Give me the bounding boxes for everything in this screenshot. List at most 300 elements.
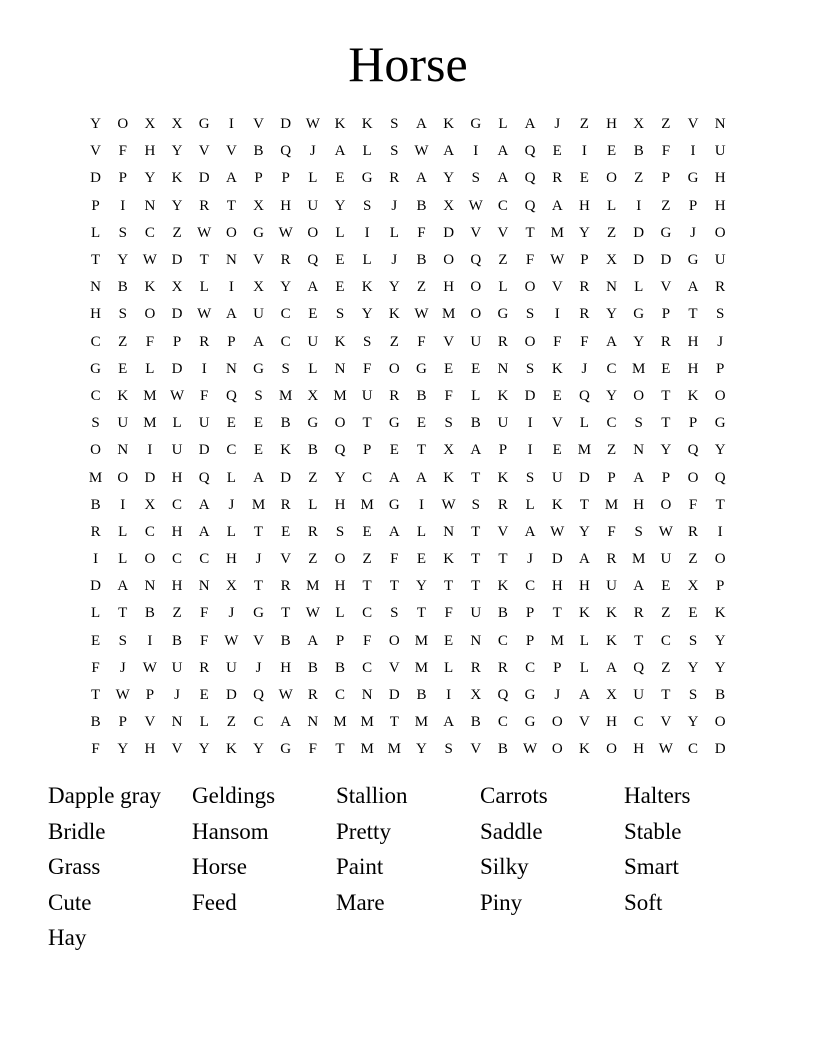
grid-letter: B [470, 714, 481, 731]
grid-letter: F [417, 224, 426, 241]
grid-letter: E [335, 279, 345, 296]
grid-letter: P [335, 632, 345, 649]
word-bank-item: Carrots [480, 783, 548, 808]
grid-letter: E [389, 442, 399, 459]
grid-letter: V [660, 714, 672, 731]
grid-letter: T [688, 306, 698, 323]
grid-letter: G [497, 306, 509, 323]
grid-letter: T [90, 252, 101, 269]
grid-letter: N [606, 279, 617, 296]
grid-letter: Y [606, 387, 617, 404]
grid-letter: Q [307, 252, 319, 269]
grid-letter: V [470, 224, 482, 241]
grid-letter: S [281, 360, 290, 377]
grid-letter: C [280, 333, 291, 350]
grid-letter: U [171, 442, 183, 459]
grid-letter: S [390, 116, 399, 133]
grid-letter: H [606, 714, 617, 731]
grid-letter: E [90, 632, 101, 649]
grid-row [82, 492, 734, 519]
grid-letter: P [607, 469, 616, 486]
grid-letter: H [90, 306, 101, 323]
grid-letter: M [306, 578, 320, 595]
grid-letter: F [200, 632, 209, 649]
grid-row [82, 709, 734, 736]
grid-letter: W [441, 496, 456, 513]
grid-letter: V [551, 279, 563, 296]
grid-letter: L [118, 523, 128, 540]
grid-letter: S [335, 523, 345, 540]
grid-letter: W [169, 387, 185, 404]
grid-letter: C [172, 496, 183, 513]
grid-letter: K [497, 469, 509, 486]
word-bank-item: Halters [624, 783, 691, 808]
word-bank-item: Pretty [336, 818, 391, 844]
word-bank-item: Grass [48, 854, 101, 880]
grid-letter: A [198, 523, 210, 540]
grid-letter: Y [687, 714, 699, 731]
grid-letter: C [606, 415, 617, 432]
grid-letter: H [280, 659, 292, 676]
grid-letter: U [253, 306, 264, 323]
grid-letter: I [418, 496, 424, 513]
grid-letter: K [225, 741, 237, 758]
grid-letter: W [550, 252, 565, 269]
grid-row [82, 274, 734, 301]
grid-letter: F [308, 741, 317, 758]
grid-letter: M [550, 632, 564, 649]
grid-letter: N [497, 360, 509, 377]
grid-letter: H [633, 496, 645, 513]
grid-letter: L [606, 197, 617, 214]
word-bank-item: Piny [480, 889, 523, 915]
grid-letter: O [225, 224, 237, 241]
grid-letter: Q [687, 442, 699, 459]
grid-letter: K [361, 279, 373, 296]
grid-letter: P [661, 306, 671, 323]
grid-letter: K [334, 116, 346, 133]
grid-letter: A [633, 469, 645, 486]
grid-letter: X [443, 442, 455, 459]
grid-letter: L [145, 360, 155, 377]
grid-letter: J [717, 333, 724, 350]
grid-letter: C [525, 578, 536, 595]
grid-letter: L [308, 170, 318, 187]
grid-letter: U [714, 252, 726, 269]
grid-letter: V [198, 143, 210, 160]
grid-letter: C [525, 659, 536, 676]
word-bank [48, 778, 768, 956]
grid-letter: T [362, 415, 372, 432]
grid-letter: P [688, 197, 698, 214]
grid-letter: V [388, 659, 400, 676]
grid-letter: X [144, 116, 156, 133]
grid-letter: Q [280, 143, 292, 160]
grid-letter: M [143, 415, 157, 432]
grid-letter: G [253, 360, 264, 377]
grid-letter: Z [606, 224, 617, 241]
grid-letter: C [633, 714, 644, 731]
grid-letter: E [253, 442, 264, 459]
grid-letter: U [497, 415, 509, 432]
grid-letter: L [579, 632, 589, 649]
grid-letter: G [714, 415, 726, 432]
grid-letter: T [552, 605, 562, 622]
grid-row [82, 437, 734, 464]
grid-letter: J [228, 605, 235, 622]
grid-letter: F [580, 333, 589, 350]
grid-letter: G [361, 170, 373, 187]
grid-letter: Y [714, 442, 726, 459]
grid-letter: D [578, 469, 590, 486]
grid-letter: K [578, 741, 590, 758]
grid-letter: W [278, 224, 293, 241]
grid-letter: W [658, 741, 673, 758]
grid-letter: M [632, 360, 646, 377]
grid-letter: I [527, 415, 533, 432]
grid-letter: D [280, 116, 292, 133]
grid-letter: T [579, 496, 589, 513]
grid-letter: R [307, 687, 318, 704]
grid-letter: U [198, 415, 210, 432]
grid-letter: C [226, 442, 237, 459]
grid-letter: E [579, 170, 589, 187]
grid-letter: E [661, 578, 671, 595]
grid-letter: D [714, 741, 726, 758]
grid-letter: B [416, 687, 427, 704]
grid-letter: Z [308, 551, 318, 568]
grid-letter: C [144, 224, 155, 241]
grid-letter: J [554, 687, 561, 704]
grid-letter: X [253, 197, 264, 214]
grid-letter: R [199, 197, 210, 214]
grid-letter: B [334, 659, 345, 676]
grid-letter: O [524, 333, 536, 350]
grid-letter: B [497, 741, 508, 758]
grid-letter: S [254, 387, 263, 404]
grid-letter: S [471, 496, 480, 513]
grid-letter: D [443, 224, 455, 241]
grid-letter: E [444, 360, 454, 377]
grid-letter: E [335, 252, 345, 269]
grid-letter: Y [90, 116, 101, 133]
grid-letter: K [443, 551, 455, 568]
grid-letter: L [199, 714, 209, 731]
grid-letter: A [388, 523, 400, 540]
grid-letter: P [688, 415, 698, 432]
grid-letter: M [279, 387, 293, 404]
grid-letter: L [634, 279, 644, 296]
grid-letter: E [688, 605, 698, 622]
grid-letter: Q [253, 687, 264, 704]
grid-letter: A [497, 170, 509, 187]
grid-letter: L [579, 659, 589, 676]
grid-letter: T [389, 714, 399, 731]
grid-letter: P [498, 442, 508, 459]
grid-letter: K [117, 387, 129, 404]
grid-letter: Z [308, 469, 318, 486]
grid-letter: C [497, 632, 508, 649]
grid-letter: T [416, 442, 427, 459]
grid-letter: S [471, 170, 480, 187]
grid-letter: B [280, 415, 291, 432]
grid-letter: A [307, 279, 319, 296]
grid-letter: P [661, 170, 671, 187]
word-bank-item: Smart [624, 854, 679, 880]
grid-letter: E [226, 415, 236, 432]
grid-letter: M [360, 714, 374, 731]
grid-row [82, 301, 734, 328]
grid-letter: W [224, 632, 239, 649]
grid-letter: I [120, 197, 126, 214]
grid-letter: M [360, 496, 374, 513]
grid-letter: E [471, 360, 481, 377]
grid-letter: A [280, 714, 292, 731]
grid-letter: O [388, 632, 400, 649]
grid-letter: F [200, 605, 209, 622]
grid-letter: Y [606, 306, 617, 323]
grid-letter: A [117, 578, 129, 595]
grid-letter: A [633, 578, 645, 595]
grid-row [82, 519, 734, 546]
grid-letter: S [118, 632, 127, 649]
grid-letter: F [553, 333, 562, 350]
grid-letter: S [118, 306, 127, 323]
grid-letter: H [280, 197, 292, 214]
grid-letter: S [390, 143, 399, 160]
grid-letter: F [390, 551, 399, 568]
grid-letter: K [497, 387, 509, 404]
grid-letter: W [115, 687, 130, 704]
grid-letter: T [715, 496, 725, 513]
grid-letter: K [388, 306, 400, 323]
grid-letter: B [253, 143, 264, 160]
grid-letter: A [388, 469, 400, 486]
grid-letter: O [606, 170, 617, 187]
grid-letter: W [658, 523, 673, 540]
grid-letter: W [522, 741, 538, 758]
grid-letter: T [199, 252, 209, 269]
word-bank-item: Stallion [336, 783, 408, 808]
word-bank-item: Bridle [48, 818, 106, 844]
grid-letter: R [470, 659, 481, 676]
grid-letter: H [171, 469, 183, 486]
grid-letter: Z [661, 659, 671, 676]
grid-letter: T [118, 605, 128, 622]
grid-letter: F [118, 143, 127, 160]
grid-letter: D [171, 306, 183, 323]
grid-letter: Q [470, 252, 482, 269]
grid-letter: G [388, 496, 400, 513]
grid-letter: R [660, 333, 671, 350]
grid-letter: I [690, 143, 696, 160]
grid-letter: B [497, 605, 508, 622]
grid-letter: U [606, 578, 617, 595]
grid-letter: P [525, 632, 535, 649]
grid-letter: W [468, 197, 483, 214]
grid-row [82, 329, 734, 356]
grid-letter: Y [578, 224, 590, 241]
grid-letter: T [661, 387, 671, 404]
grid-letter: A [497, 143, 509, 160]
grid-letter: L [90, 605, 101, 622]
grid-letter: A [253, 333, 264, 350]
grid-letter: X [687, 578, 699, 595]
grid-letter: J [255, 551, 262, 568]
grid-letter: X [606, 687, 617, 704]
grid-letter: M [143, 387, 157, 404]
grid-letter: T [389, 578, 399, 595]
grid-letter: M [577, 442, 592, 459]
grid-letter: V [144, 714, 156, 731]
grid-row [82, 682, 734, 709]
grid-letter: V [687, 116, 699, 133]
grid-letter: R [497, 333, 508, 350]
word-bank-item: Cute [48, 889, 92, 915]
grid-letter: S [444, 741, 453, 758]
word-bank-item: Soft [624, 889, 663, 915]
grid-letter: B [470, 415, 481, 432]
grid-letter: J [554, 116, 561, 133]
word-bank-item: Horse [192, 854, 247, 880]
grid-letter: O [551, 741, 563, 758]
grid-letter: H [578, 578, 590, 595]
grid-letter: C [253, 714, 264, 731]
grid-letter: L [498, 279, 508, 296]
grid-letter: P [525, 605, 535, 622]
grid-letter: I [717, 523, 723, 540]
grid-letter: Q [497, 687, 509, 704]
grid-letter: Z [118, 333, 128, 350]
grid-letter: A [578, 551, 590, 568]
grid-letter: U [171, 659, 183, 676]
grid-letter: V [253, 632, 264, 649]
grid-letter: K [280, 442, 292, 459]
grid-letter: Y [198, 741, 210, 758]
grid-letter: L [498, 116, 508, 133]
grid-letter: O [687, 469, 699, 486]
grid-letter: S [525, 360, 535, 377]
grid-letter: W [305, 116, 320, 133]
grid-letter: H [551, 578, 563, 595]
grid-letter: B [90, 714, 101, 731]
grid-letter: D [633, 252, 645, 269]
grid-letter: H [714, 170, 726, 187]
grid-letter: H [334, 496, 346, 513]
grid-letter: B [307, 442, 318, 459]
grid-letter: G [687, 170, 699, 187]
grid-letter: Y [334, 197, 346, 214]
grid-letter: A [225, 306, 237, 323]
grid-letter: N [225, 360, 237, 377]
grid-letter: L [335, 224, 345, 241]
grid-letter: R [199, 659, 210, 676]
grid-letter: H [171, 578, 183, 595]
grid-letter: B [144, 605, 155, 622]
grid-letter: A [606, 659, 617, 676]
grid-letter: L [308, 360, 318, 377]
grid-letter: K [606, 632, 617, 649]
grid-letter: M [251, 496, 266, 513]
grid-letter: W [197, 306, 212, 323]
grid-letter: S [118, 224, 127, 241]
grid-letter: U [117, 415, 129, 432]
grid-letter: Z [389, 333, 399, 350]
grid-letter: R [497, 496, 508, 513]
grid-letter: R [280, 578, 291, 595]
grid-letter: S [91, 415, 100, 432]
grid-letter: C [334, 687, 345, 704]
grid-letter: Z [634, 170, 644, 187]
grid-letter: N [307, 714, 319, 731]
grid-letter: Q [633, 659, 645, 676]
grid-letter: R [606, 551, 617, 568]
grid-letter: Q [524, 170, 536, 187]
grid-letter: O [714, 714, 726, 731]
grid-letter: Y [144, 170, 156, 187]
grid-letter: Z [172, 224, 182, 241]
word-bank-item: Geldings [192, 783, 276, 808]
grid-letter: T [498, 551, 508, 568]
grid-letter: G [524, 687, 536, 704]
grid-letter: V [497, 224, 509, 241]
grid-letter: L [444, 659, 454, 676]
word-bank-item: Saddle [480, 818, 543, 844]
grid-letter: X [606, 252, 617, 269]
grid-letter: B [117, 279, 128, 296]
grid-letter: H [334, 578, 346, 595]
grid-row [82, 410, 734, 437]
grid-letter: P [145, 687, 155, 704]
grid-letter: W [197, 224, 212, 241]
grid-letter: W [414, 306, 429, 323]
grid-letter: D [90, 170, 101, 187]
grid-letter: Y [714, 632, 726, 649]
grid-letter: S [634, 523, 643, 540]
grid-letter: T [281, 605, 291, 622]
grid-letter: O [606, 741, 617, 758]
grid-letter: V [90, 143, 101, 160]
grid-letter: T [471, 469, 481, 486]
grid-letter: Y [117, 741, 129, 758]
word-bank-item: Hansom [192, 818, 269, 844]
grid-letter: I [473, 143, 479, 160]
grid-letter: N [443, 523, 455, 540]
letter-grid [82, 111, 734, 764]
grid-letter: U [307, 333, 319, 350]
grid-letter: T [253, 523, 264, 540]
grid-letter: O [144, 551, 156, 568]
grid-letter: E [281, 523, 291, 540]
grid-letter: B [172, 632, 183, 649]
grid-letter: J [527, 551, 533, 568]
grid-letter: D [551, 551, 563, 568]
grid-letter: T [471, 523, 481, 540]
grid-letter: Z [362, 551, 372, 568]
grid-letter: R [389, 387, 400, 404]
grid-letter: Y [388, 279, 400, 296]
grid-letter: G [198, 116, 210, 133]
grid-letter: X [443, 197, 455, 214]
grid-letter: M [360, 741, 374, 758]
grid-letter: S [362, 197, 372, 214]
grid-letter: Z [579, 116, 589, 133]
grid-letter: Y [416, 741, 427, 758]
grid-letter: K [334, 333, 346, 350]
grid-letter: B [416, 252, 427, 269]
grid-letter: H [633, 741, 645, 758]
grid-letter: N [144, 578, 156, 595]
